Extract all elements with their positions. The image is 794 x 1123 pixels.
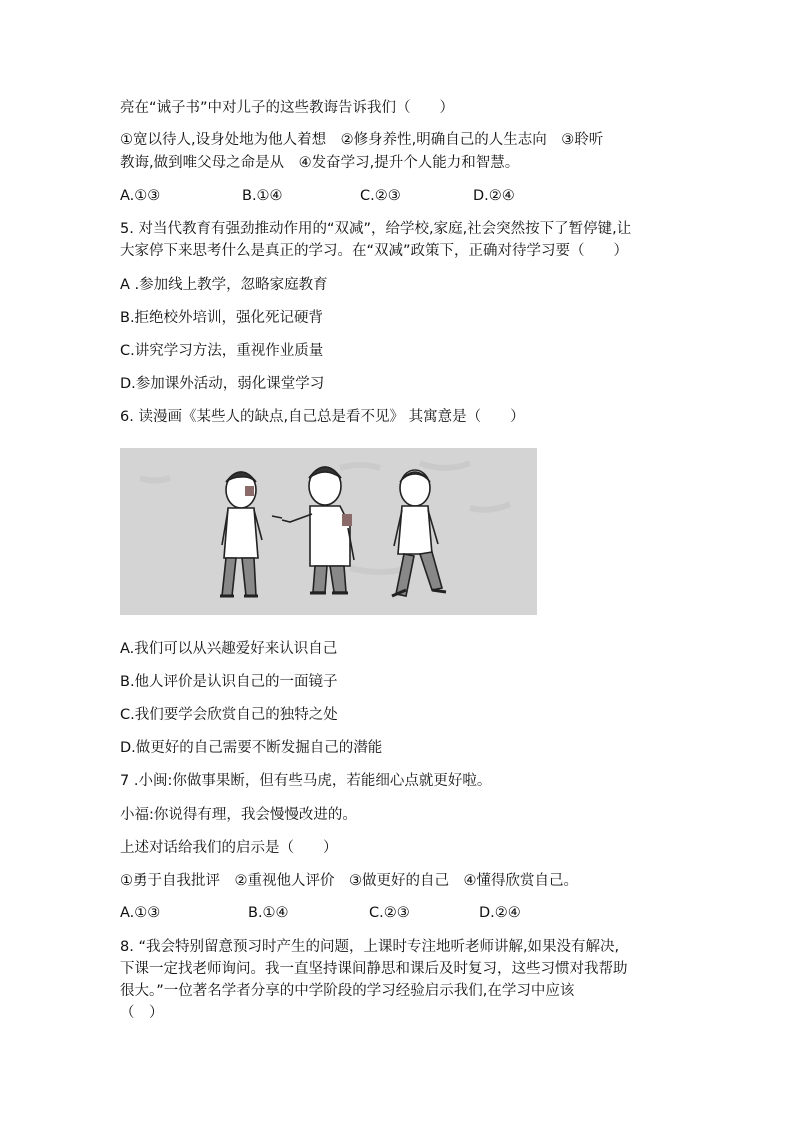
- q4-option-a: A.①③: [120, 188, 161, 204]
- q8-stem-line2: 下课一定找老师询问。我一直坚持课间静思和课后及时复习，这些习惯对我帮助: [120, 961, 628, 977]
- q4-stem-tail: 亮在“诫子书”中对儿子的这些教诲告诉我们（ ）: [120, 100, 455, 116]
- q7-dialogue1: 7 .小闽:你做事果断，但有些马虎，若能细心点就更好啦。: [120, 773, 492, 789]
- q5-stem-line2: 大家停下来思考什么是真正的学习。在“双减”政策下，正确对待学习要（ ）: [120, 243, 629, 259]
- q7-option-d: D.②④: [479, 905, 521, 921]
- q4-option-b: B.①④: [242, 188, 283, 204]
- q7-option-c: C.②③: [369, 905, 410, 921]
- q5-stem-line1: 5. 对当代教育有强劲推动作用的“双减”，给学校,家庭,社会突然按下了暂停键,让: [120, 221, 632, 237]
- q7-options: [120, 902, 521, 924]
- q5-option-a: A .参加线上教学，忽略家庭教育: [120, 277, 328, 293]
- q8-stem-line4: （ ）: [120, 1005, 164, 1021]
- q7-option-a: A.①③: [120, 905, 161, 921]
- q4-items-line1: ①宽以待人,设身处地为他人着想 ②修身养性,明确自己的人生志向 ③聆听: [120, 132, 604, 148]
- q6-option-b: B.他人评价是认识自己的一面镜子: [120, 674, 338, 690]
- q7-option-b: B.①④: [248, 905, 289, 921]
- q4-options: [120, 185, 515, 207]
- q8-stem-line3: 很大。”一位著名学者分享的中学阶段的学习经验启示我们,在学习中应该: [120, 983, 575, 999]
- q4-items-line2: 教诲,做到唯父母之命是从 ④发奋学习,提升个人能力和智慧。: [120, 155, 520, 171]
- q5-option-c: C.讲究学习方法，重视作业质量: [120, 343, 324, 359]
- q6-option-c: C.我们要学会欣赏自己的独特之处: [120, 707, 338, 723]
- q6-stem: 6. 读漫画《某些人的缺点,自己总是看不见》 其寓意是（ ）: [120, 409, 525, 425]
- q6-option-d: D.做更好的自己需要不断发掘自己的潜能: [120, 740, 383, 756]
- cartoon-image: [120, 448, 537, 615]
- q8-stem-line1: 8. “我会特别留意预习时产生的问题，上课时专注地听老师讲解,如果没有解决,: [120, 939, 620, 955]
- q7-items: ①勇于自我批评 ②重视他人评价 ③做更好的自己 ④懂得欣赏自己。: [120, 873, 578, 889]
- q6-option-a: A.我们可以从兴趣爱好来认识自己: [120, 641, 338, 657]
- q4-option-c: C.②③: [360, 188, 401, 204]
- q7-stem: 上述对话给我们的启示是（ ）: [120, 840, 338, 856]
- q5-option-b: B.拒绝校外培训，强化死记硬背: [120, 310, 324, 326]
- q5-option-d: D.参加课外活动，弱化课堂学习: [120, 376, 325, 392]
- q7-dialogue2: 小福:你说得有理，我会慢慢改进的。: [120, 807, 357, 823]
- q4-option-d: D.②④: [473, 188, 515, 204]
- cartoon-illustration: [120, 448, 537, 615]
